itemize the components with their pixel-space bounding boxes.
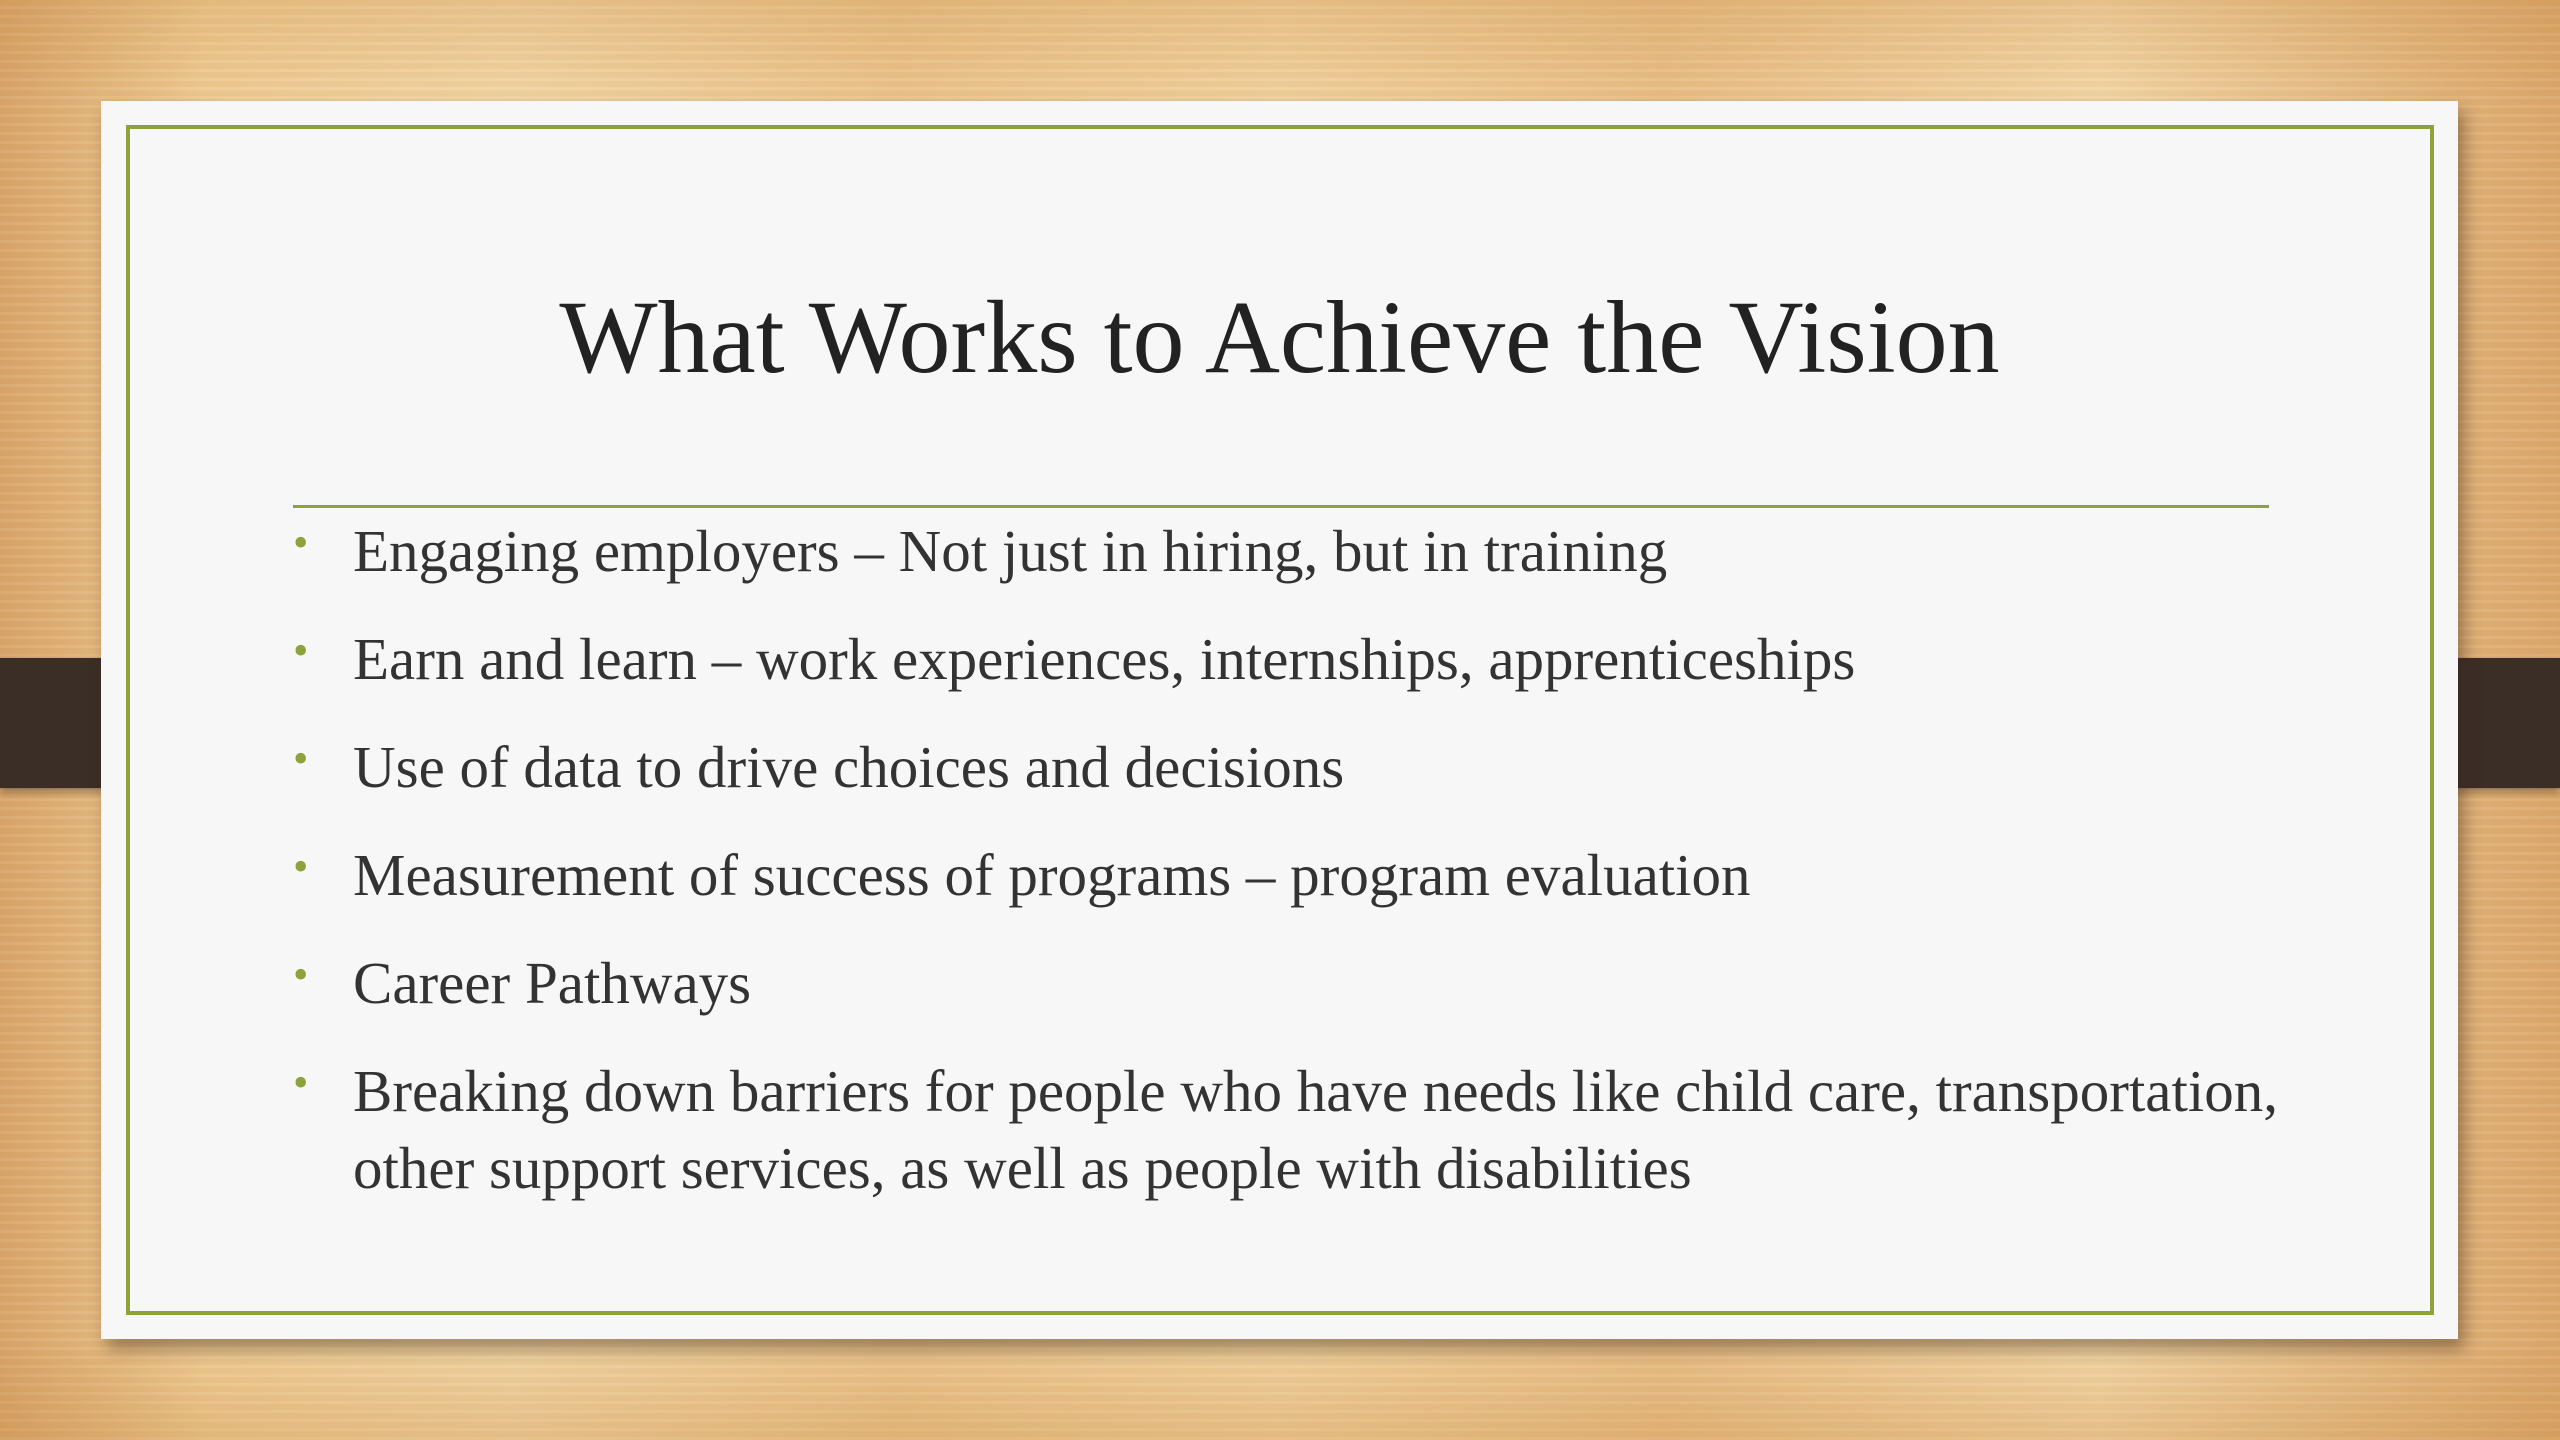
bullet-item — [293, 513, 2293, 590]
bullet-text: Measurement of success of programs – program evaluation — [353, 842, 1751, 908]
title-divider — [293, 505, 2269, 508]
slide — [101, 101, 2458, 1339]
bullet-text: Earn and learn – work experiences, internships, apprenticeships — [353, 626, 1856, 692]
bullet-text: Breaking down barriers for people who have needs like child care, transportation, other support services, as well as people with disabilities — [353, 1058, 2279, 1201]
bullet-item — [293, 837, 2293, 914]
bullet-text: Career Pathways — [353, 950, 752, 1016]
bullet-list — [293, 513, 2293, 1238]
bullet-dot-icon: • — [293, 734, 309, 783]
bullet-item — [293, 945, 2293, 1022]
bullet-item — [293, 1053, 2293, 1207]
wood-background-top — [0, 0, 2560, 100]
bullet-item — [293, 621, 2293, 698]
wood-background-bottom — [0, 1340, 2560, 1440]
slide-title: What Works to Achieve the Vision — [559, 280, 2000, 395]
bullet-dot-icon: • — [293, 626, 309, 675]
bullet-dot-icon: • — [293, 518, 309, 567]
bullet-dot-icon: • — [293, 1058, 309, 1107]
bullet-text: Use of data to drive choices and decisions — [353, 734, 1345, 800]
bullet-dot-icon: • — [293, 842, 309, 891]
bullet-dot-icon: • — [293, 950, 309, 999]
bullet-text: Engaging employers – Not just in hiring, but in training — [353, 518, 1668, 584]
bullet-item — [293, 729, 2293, 806]
